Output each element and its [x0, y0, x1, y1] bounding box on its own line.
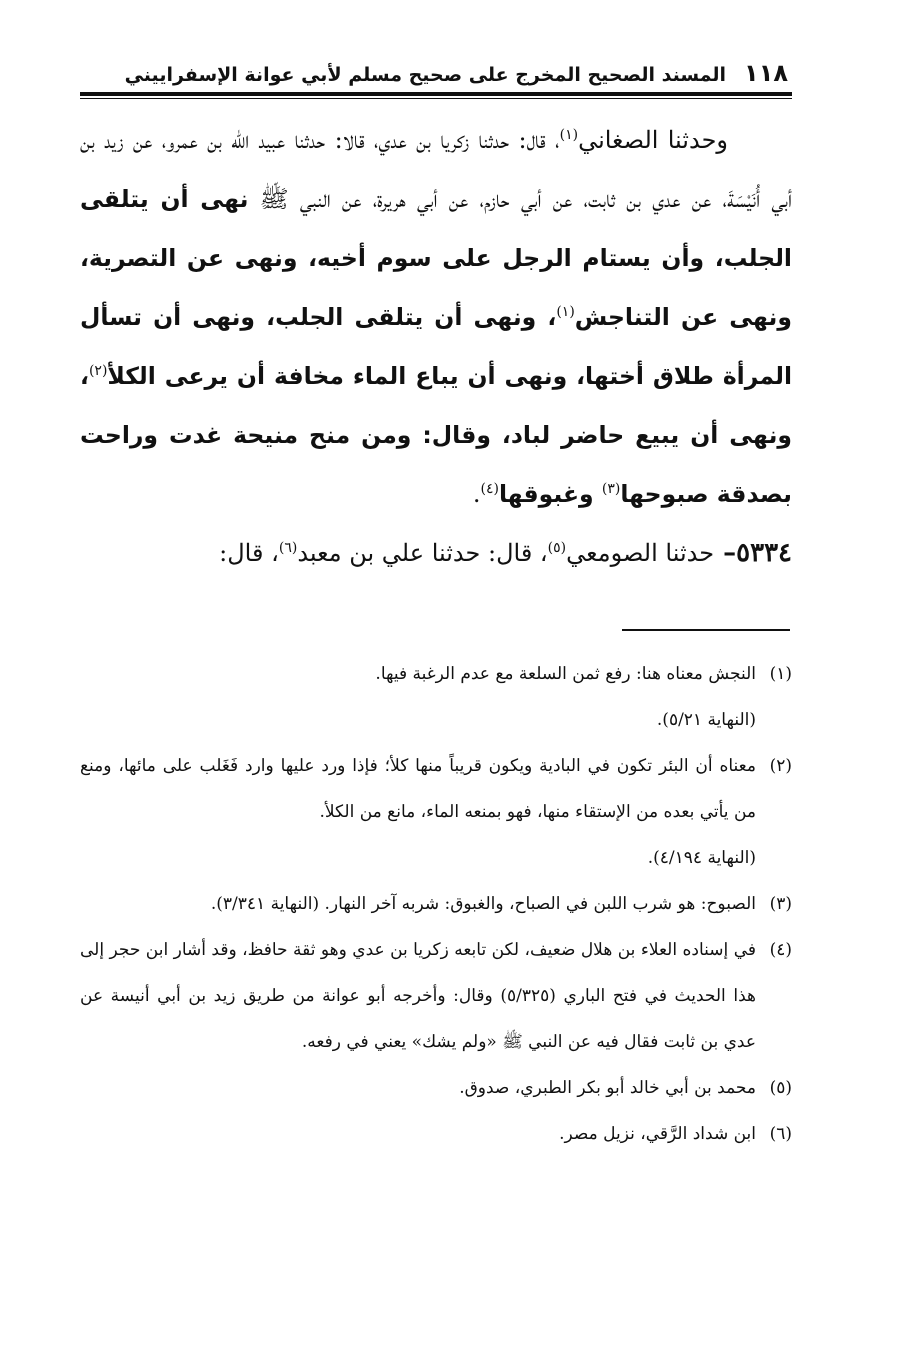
- footnote-ref: (٢): [88, 363, 108, 379]
- footnote: [80, 651, 792, 743]
- main-text: [80, 111, 792, 583]
- footnote: [80, 927, 792, 1065]
- footnote-line: الصبوح: هو شرب اللبن في الصباح، والغبوق: شربه آخر النهار. (النهاية ٣/٣٤١).: [210, 894, 756, 914]
- footnote: [80, 1111, 792, 1157]
- hadith-matn: وغبوقها: [498, 480, 602, 508]
- header-rule-thin: [80, 98, 792, 99]
- running-title: المسند الصحيح المخرج على صحيح مسلم لأبي عوانة الإسفراييني: [124, 64, 727, 86]
- footnote-text: [80, 1111, 756, 1157]
- narration-text: ، قال: حدثنا زكريا بن عدي، قالا: حدثنا عبيد الله بن عمرو، عن زيد بن أبي أُنَيْسَةَ، عن عدي بن ثابت، عن أبي حازم، عن أبي هريرة، عن النبي ﷺ: [80, 126, 792, 213]
- hadith-paragraph: [80, 524, 792, 583]
- footnote-ref: (١): [556, 304, 575, 320]
- footnote-line: ابن شداد الرَّقي، نزيل مصر.: [559, 1124, 756, 1144]
- narration-text: ، قال: حدثنا علي بن معبد: [297, 539, 548, 567]
- footnote-text: [80, 1065, 756, 1111]
- hadith-number: ٥٣٣٤: [736, 538, 792, 568]
- footnote: [80, 743, 792, 881]
- page-number: ١١٨: [744, 59, 788, 87]
- footnote-text: [80, 743, 756, 881]
- hadith-matn: نهى أن يتلقى الجلب، وأن يستام الرجل على سوم أخيه، ونهى عن التصرية، ونهى عن التناجش: [80, 185, 792, 331]
- narration-text: ، قال:: [219, 539, 279, 567]
- hadith-number-dash: –: [714, 538, 737, 568]
- footnote-mark: (٤): [769, 940, 792, 960]
- footnote-mark: (٣): [769, 894, 792, 914]
- narration-text: حدثنا الصومعي: [566, 539, 715, 567]
- narration-text: وحدثنا الصغاني: [578, 126, 728, 154]
- footnote-ref: (٤): [480, 481, 499, 497]
- footnote-ref: (٦): [278, 540, 298, 556]
- footnote-text: [80, 881, 756, 927]
- footnote-ref: (٥): [547, 540, 567, 556]
- footnote-ref: (٣): [601, 481, 621, 497]
- book-page: [80, 58, 792, 1157]
- hadith-matn: ، ونهى أن يتلقى الجلب، ونهى أن تسأل المرأة طلاق أختها، ونهى أن يباع الماء مخافة أن يرعى الكلأ: [80, 303, 792, 390]
- footnote-line: في إسناده العلاء بن هلال ضعيف، لكن تابعه زكريا بن عدي وهو ثقة حافظ، وقد أشار ابن حجر إلى هذا الحديث في فتح الباري (٥/٣٢٥) وقال: وأخرجه أبو عوانة من طريق زيد بن أبي أنيسة عن عدي بن ثابت فقال فيه عن النبي ﷺ «ولم يشك» يعني في رفعه.: [80, 940, 756, 1052]
- footnote-text: [80, 651, 756, 743]
- footnote-separator: [622, 629, 790, 631]
- page-header: [80, 58, 792, 90]
- footnote-line: معناه أن البئر تكون في البادية ويكون قريباً منها كلأ؛ فإذا ورد عليها وارد فَغَلب على مائها، ومنع من يأتي بعده من الإستقاء منها، فهو بمنعه الماء، مانع من الكلأ.: [80, 756, 756, 822]
- footnote-line: (النهاية ٤/١٩٤).: [647, 848, 756, 868]
- footnote-mark: (٦): [769, 1124, 792, 1144]
- footnote: [80, 881, 792, 927]
- footnote-mark: (٥): [769, 1078, 792, 1098]
- hadith-paragraph: [80, 111, 792, 524]
- footnote-line: النجش معناه هنا: رفع ثمن السلعة مع عدم الرغبة فيها.: [375, 664, 756, 684]
- footnote-mark: (٢): [769, 756, 792, 776]
- header-rule-thick: [80, 92, 792, 96]
- footnote-mark: (١): [769, 664, 792, 684]
- hadith-matn: ، ونهى أن يبيع حاضر لباد، وقال: ومن منح منيحة غدت وراحت بصدقة صبوحها: [80, 362, 792, 508]
- sentence-end: .: [472, 480, 481, 508]
- footnotes: [80, 651, 792, 1157]
- footnote-line: محمد بن أبي خالد أبو بكر الطبري، صدوق.: [459, 1078, 756, 1098]
- footnote-line: (النهاية ٥/٢١).: [656, 710, 756, 730]
- footnote-text: [80, 927, 756, 1065]
- footnote-ref: (١): [559, 127, 579, 143]
- footnote: [80, 1065, 792, 1111]
